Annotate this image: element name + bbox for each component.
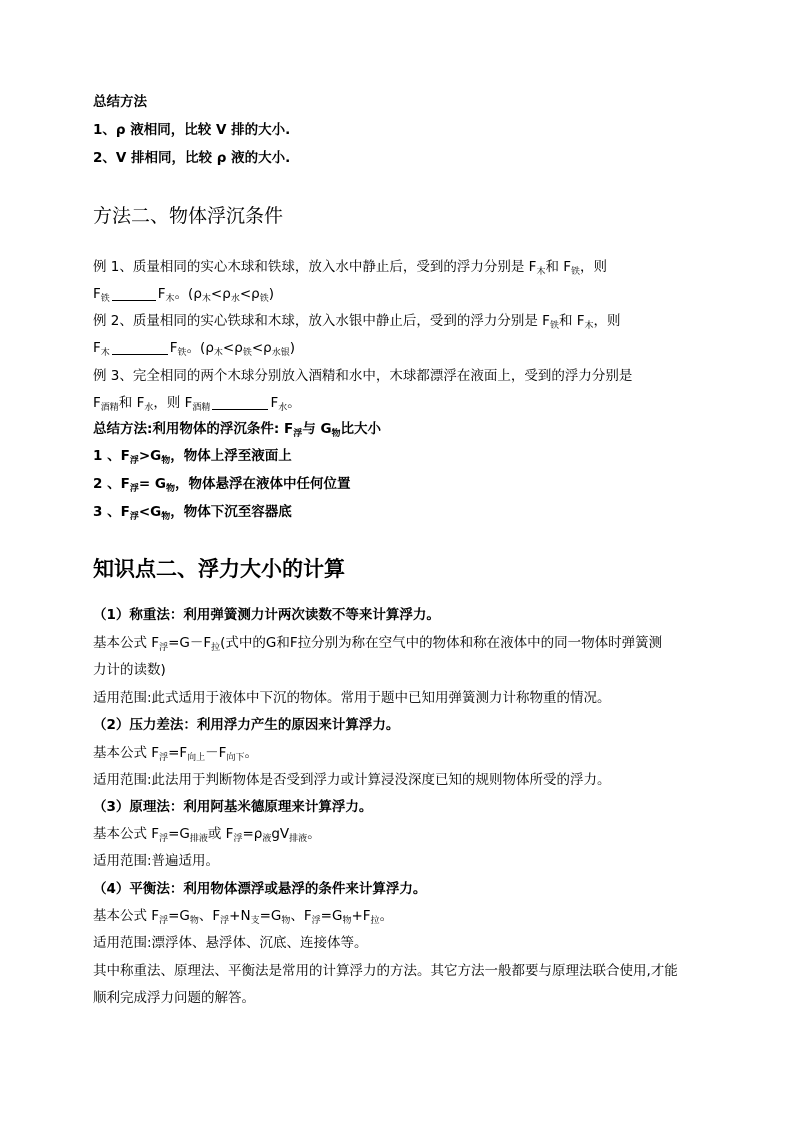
text: ，则: [593, 313, 621, 329]
subscript: 物: [161, 512, 171, 522]
example-2-line-1: [93, 312, 621, 330]
subscript: 铁: [571, 267, 581, 277]
text: 基本公式 F: [93, 908, 160, 924]
subscript: 浮: [129, 456, 139, 466]
text: 基本公式 F: [93, 635, 160, 651]
text: ，物体悬浮在液体中任何位置: [174, 476, 351, 492]
text: <ρ: [251, 340, 272, 356]
example-2-line-2: [93, 339, 295, 357]
text: =G: [168, 908, 190, 924]
example-1-line-1: [93, 258, 607, 276]
text: ，物体上浮至液面上: [170, 448, 292, 464]
text: 和 F: [118, 395, 145, 411]
text: 例 1、质量相同的实心木球和铁球，放入水中静止后，受到的浮力分别是 F: [93, 259, 537, 275]
condition-3: [93, 503, 292, 521]
text: 2 、F: [93, 476, 130, 492]
knowledge2-heading: 知识点二、浮力大小的计算: [93, 557, 345, 581]
summary-item-2: 2、V 排相同，比较 ρ 液的大小.: [93, 150, 291, 166]
summary-heading: 总结方法: [93, 94, 147, 110]
text: <ρ: [210, 286, 231, 302]
subscript: 浮: [220, 916, 230, 926]
subscript: 木: [165, 294, 175, 304]
text: 、F: [198, 908, 221, 924]
subscript: 木: [201, 294, 211, 304]
method-1-formula: [93, 634, 662, 652]
subscript: 向上: [187, 753, 206, 763]
subscript: 拉: [370, 916, 380, 926]
condition-2: [93, 475, 350, 493]
text: <G: [138, 504, 162, 520]
text: 。(ρ: [174, 286, 202, 302]
subscript: 排液: [189, 834, 208, 844]
subscript: 物: [189, 916, 199, 926]
subscript: 浮: [293, 429, 303, 439]
method-4-scope: 适用范围:漂浮体、悬浮体、沉底、连接体等。: [93, 935, 368, 951]
text: 1 、F: [93, 448, 130, 464]
subscript: 浮: [159, 834, 169, 844]
subscript: 浮: [129, 512, 139, 522]
condition-1: [93, 447, 292, 465]
text: = G: [138, 476, 166, 492]
example-3-line-2: [93, 394, 301, 412]
text: F: [93, 395, 101, 411]
text: 或 F: [207, 826, 234, 842]
closing-line-2: 顺利完成浮力问题的解答。: [93, 990, 255, 1006]
subscript: 浮: [129, 484, 139, 494]
text: +N: [229, 908, 251, 924]
subscript: 铁: [177, 348, 187, 358]
text: (式中的G和F拉分别为称在空气中的物体和称在液体中的同一物体时弹簧测: [220, 635, 663, 651]
example-3-line-1: 例 3、完全相同的两个木球分别放入酒精和水中，木球都漂浮在液面上，受到的浮力分别是: [93, 368, 633, 384]
method-2-scope: 适用范围:此法用于判断物体是否受到浮力或计算浸没深度已知的规则物体所受的浮力。: [93, 772, 611, 788]
subscript: 铁: [259, 294, 269, 304]
text: 。: [287, 395, 301, 411]
method-3-formula: [93, 825, 321, 843]
method-4-formula: [93, 907, 393, 925]
answer-blank[interactable]: [112, 286, 156, 301]
text: 、F: [290, 908, 312, 924]
text: F: [270, 395, 279, 411]
subscript: 支: [250, 916, 260, 926]
method-3-scope: 适用范围:普遍适用。: [93, 853, 220, 869]
text: －F: [205, 745, 227, 761]
text: F: [157, 286, 166, 302]
summary-item-1: 1、ρ 液相同，比较 V 排的大小.: [93, 122, 291, 138]
text: >G: [138, 448, 162, 464]
text: ，则 F: [153, 395, 193, 411]
subscript: 木: [100, 348, 110, 358]
method-2-title: （2）压力差法：利用浮力产生的原因来计算浮力。: [93, 717, 400, 733]
subscript: 拉: [211, 643, 221, 653]
subscript: 水: [144, 403, 154, 413]
subscript: 酒精: [100, 403, 119, 413]
text: 与 G: [302, 421, 332, 437]
text: =G: [259, 908, 282, 924]
text: F: [169, 340, 178, 356]
subscript: 木: [584, 321, 594, 331]
text: =G: [168, 826, 190, 842]
text: gV: [271, 826, 290, 842]
subscript: 浮: [233, 834, 243, 844]
method-4-title: （4）平衡法：利用物体漂浮或悬浮的条件来计算浮力。: [93, 881, 427, 897]
subscript: 向下: [226, 753, 245, 763]
text: 基本公式 F: [93, 826, 160, 842]
subscript: 浮: [159, 643, 169, 653]
method-1-title: （1）称重法：利用弹簧测力计两次读数不等来计算浮力。: [93, 607, 440, 623]
text: F: [93, 286, 101, 302]
subscript: 铁: [100, 294, 110, 304]
text: 总结方法:利用物体的浮沉条件: F: [93, 421, 294, 437]
subscript: 物: [161, 456, 171, 466]
subscript: 木: [536, 267, 546, 277]
subscript: 物: [342, 916, 352, 926]
subscript: 水银: [271, 348, 290, 358]
method-2-formula: [93, 744, 258, 762]
text: 。: [379, 908, 394, 924]
text: 和 F: [558, 313, 585, 329]
text: 和 F: [545, 259, 572, 275]
subscript: 浮: [159, 753, 169, 763]
subscript: 浮: [159, 916, 169, 926]
subscript: 铁: [549, 321, 559, 331]
closing-line-1: 其中称重法、原理法、平衡法是常用的计算浮力的方法。其它方法一般都要与原理法联合使用,才能: [93, 963, 678, 979]
text: =F: [168, 745, 188, 761]
subscript: 排液: [289, 834, 308, 844]
subscript: 浮: [311, 916, 321, 926]
text: =ρ: [242, 826, 263, 842]
text: ，则: [580, 259, 608, 275]
text: 比大小: [340, 421, 382, 437]
subscript: 铁: [242, 348, 252, 358]
text: 。: [244, 745, 258, 761]
text: <ρ: [239, 286, 260, 302]
text: 例 2、质量相同的实心铁球和木球，放入水银中静止后，受到的浮力分别是 F: [93, 313, 550, 329]
text: <ρ: [222, 340, 243, 356]
method2-summary: [93, 420, 381, 438]
method2-heading: 方法二、物体浮沉条件: [93, 205, 284, 227]
text: ): [268, 286, 275, 302]
text: +F: [351, 908, 371, 924]
subscript: 木: [213, 348, 223, 358]
answer-blank[interactable]: [212, 395, 268, 410]
example-1-line-2: [93, 285, 274, 303]
method-3-title: （3）原理法：利用阿基米德原理来计算浮力。: [93, 799, 373, 815]
text: 。: [307, 826, 321, 842]
subscript: 物: [281, 916, 291, 926]
text: =G－F: [168, 635, 212, 651]
subscript: 酒精: [192, 403, 211, 413]
answer-blank[interactable]: [112, 340, 168, 355]
text: ): [289, 340, 296, 356]
subscript: 物: [165, 484, 175, 494]
text: F: [93, 340, 101, 356]
subscript: 水: [278, 403, 288, 413]
method-1-scope: 适用范围:此式适用于液体中下沉的物体。常用于题中已知用弹簧测力计称物重的情况。: [93, 690, 611, 706]
subscript: 水: [230, 294, 240, 304]
text: 3 、F: [93, 504, 130, 520]
method-1-formula-continued: 力计的读数): [93, 662, 166, 678]
text: 。(ρ: [186, 340, 214, 356]
text: ，物体下沉至容器底: [170, 504, 292, 520]
subscript: 液: [262, 834, 272, 844]
text: =G: [320, 908, 343, 924]
text: 基本公式 F: [93, 745, 160, 761]
subscript: 物: [331, 429, 341, 439]
